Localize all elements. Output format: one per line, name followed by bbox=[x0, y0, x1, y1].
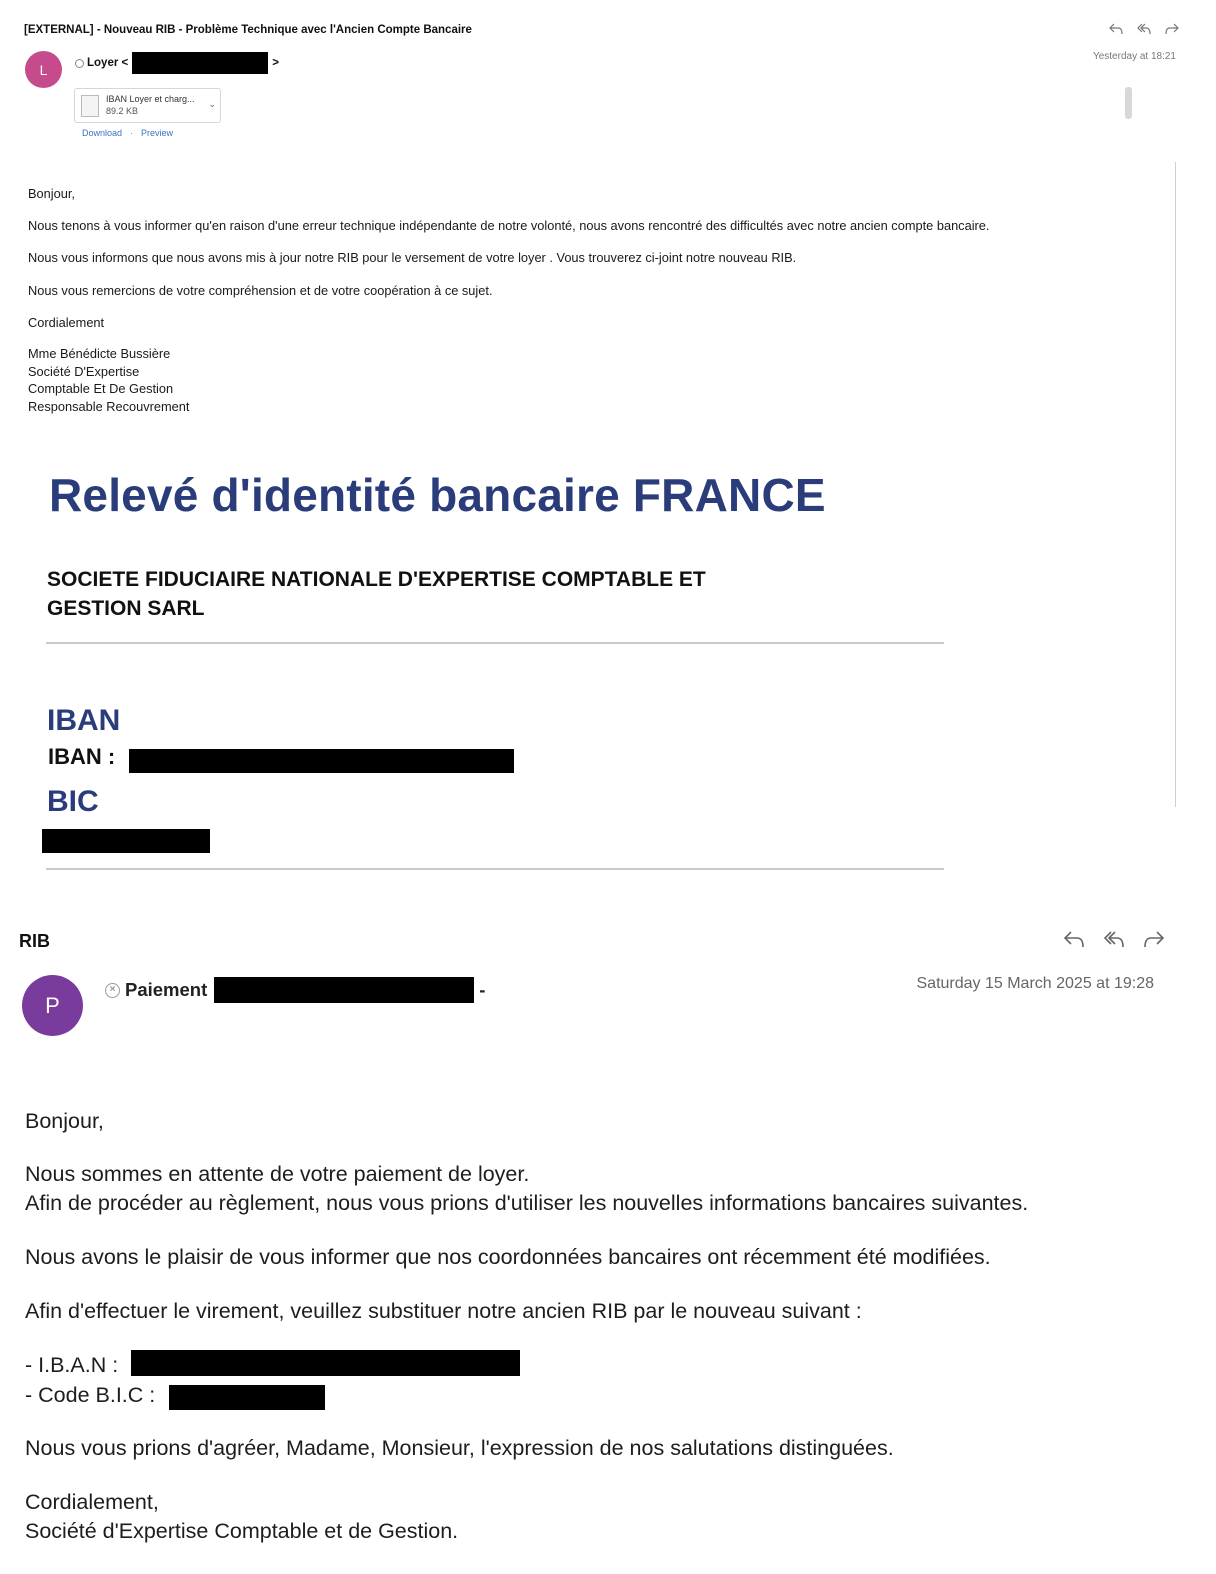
rib-title: Relevé d'identité bancaire FRANCE bbox=[49, 469, 826, 521]
email2-bic-label: - Code B.I.C : bbox=[25, 1383, 156, 1407]
email1-paragraph-3: Nous vous remercions de votre compréhension et de votre coopération à ce sujet. bbox=[28, 283, 493, 298]
rib-divider bbox=[46, 868, 944, 870]
contact-status-icon bbox=[75, 59, 84, 68]
signature-line: Comptable Et De Gestion bbox=[28, 381, 174, 396]
forward-icon[interactable] bbox=[1164, 22, 1180, 41]
email2-paragraph-line: Afin de procéder au règlement, nous vous prions d'utiliser les nouvelles informations bancaires suivantes. bbox=[25, 1191, 1029, 1215]
email2-paragraph-line: Nous sommes en attente de votre paiement de loyer. bbox=[25, 1162, 530, 1186]
email2-signature: Société d'Expertise Comptable et de Gestion. bbox=[25, 1519, 459, 1543]
sender-line bbox=[75, 52, 279, 74]
email2-paragraph-4: Nous vous prions d'agréer, Madame, Monsieur, l'expression de nos salutations distinguées. bbox=[25, 1436, 894, 1460]
email2-closing: Cordialement, bbox=[25, 1490, 159, 1514]
email1-date: Yesterday at 18:21 bbox=[1092, 51, 1176, 62]
email1-paragraph-1: Nous tenons à vous informer qu'en raison d'une erreur technique indépendante de notre volonté, nous avons rencontré des difficultés avec notre ancien compte bancaire. bbox=[28, 218, 990, 233]
email2-greeting: Bonjour, bbox=[25, 1109, 104, 1133]
rib-bic-heading: BIC bbox=[47, 785, 99, 818]
redacted-sender-email bbox=[132, 52, 268, 74]
sender-name[interactable]: Paiement bbox=[125, 979, 208, 1000]
email1-paragraph-2: Nous vous informons que nous avons mis à jour notre RIB pour le versement de votre loyer . Vous trouverez ci-joint notre nouveau RIB. bbox=[28, 250, 797, 265]
email2-actions bbox=[1062, 929, 1166, 956]
sender-line bbox=[105, 977, 485, 1003]
redacted-bic bbox=[42, 829, 210, 853]
redacted-iban bbox=[131, 1350, 520, 1376]
attachment-filename: IBAN Loyer et charg... bbox=[106, 94, 195, 104]
attachment-file-icon bbox=[81, 95, 99, 117]
separator-dot: · bbox=[130, 128, 134, 138]
sender-tail: - bbox=[479, 979, 486, 1000]
rib-iban-heading: IBAN bbox=[47, 704, 121, 737]
download-link[interactable]: Download bbox=[82, 128, 123, 138]
sender-tail: > bbox=[272, 57, 279, 69]
sender-avatar: P bbox=[22, 975, 83, 1036]
remove-contact-icon[interactable]: × bbox=[105, 983, 120, 998]
email1-closing: Cordialement bbox=[28, 315, 105, 330]
signature-line: Société D'Expertise bbox=[28, 363, 140, 379]
rib-iban-label: IBAN : bbox=[48, 744, 116, 769]
reply-all-icon[interactable] bbox=[1136, 22, 1152, 41]
reply-all-icon[interactable] bbox=[1102, 929, 1126, 956]
email1-subject: [EXTERNAL] - Nouveau RIB - Problème Technique avec l'Ancien Compte Bancaire bbox=[24, 24, 472, 36]
email2-iban-label: - I.B.A.N : bbox=[25, 1353, 119, 1377]
email2-paragraph-2: Nous avons le plaisir de vous informer que nos coordonnées bancaires ont récemment été modifiées. bbox=[25, 1245, 991, 1269]
preview-link[interactable]: Preview bbox=[141, 128, 174, 138]
email1-actions bbox=[1108, 22, 1180, 41]
email2-paragraph-3: Afin d'effectuer le virement, veuillez substituer notre ancien RIB par le nouveau suivant : bbox=[25, 1299, 862, 1323]
reply-icon[interactable] bbox=[1108, 22, 1124, 41]
attachment-card[interactable] bbox=[74, 88, 221, 123]
redacted-bic bbox=[169, 1385, 325, 1410]
rib-company-name bbox=[47, 565, 706, 623]
attachment-actions bbox=[82, 128, 173, 138]
rib-divider bbox=[46, 642, 944, 644]
signature-line: Mme Bénédicte Bussière bbox=[28, 346, 171, 361]
chevron-down-icon[interactable]: ⌄ bbox=[208, 99, 216, 109]
sender-avatar: L bbox=[25, 51, 62, 88]
rib-company-line: SOCIETE FIDUCIAIRE NATIONALE D'EXPERTISE COMPTABLE ET bbox=[47, 568, 706, 591]
email1-signature bbox=[28, 345, 189, 415]
signature-line: Responsable Recouvrement bbox=[28, 398, 190, 414]
reply-icon[interactable] bbox=[1062, 929, 1086, 956]
redacted-iban bbox=[129, 749, 514, 773]
sender-name[interactable]: Loyer < bbox=[87, 57, 129, 69]
scrollbar-thumb[interactable] bbox=[1125, 87, 1132, 119]
email2-subject: RIB bbox=[19, 931, 50, 951]
redacted-sender-email bbox=[214, 977, 474, 1003]
content-scroll-divider bbox=[1175, 162, 1176, 807]
rib-company-line: GESTION SARL bbox=[47, 597, 205, 620]
email2-paragraph-1 bbox=[25, 1160, 1028, 1218]
attachment-size: 89.2 KB bbox=[106, 106, 139, 116]
email2-date: Saturday 15 March 2025 at 19:28 bbox=[916, 975, 1154, 992]
email1-greeting: Bonjour, bbox=[28, 186, 75, 201]
forward-icon[interactable] bbox=[1142, 929, 1166, 956]
